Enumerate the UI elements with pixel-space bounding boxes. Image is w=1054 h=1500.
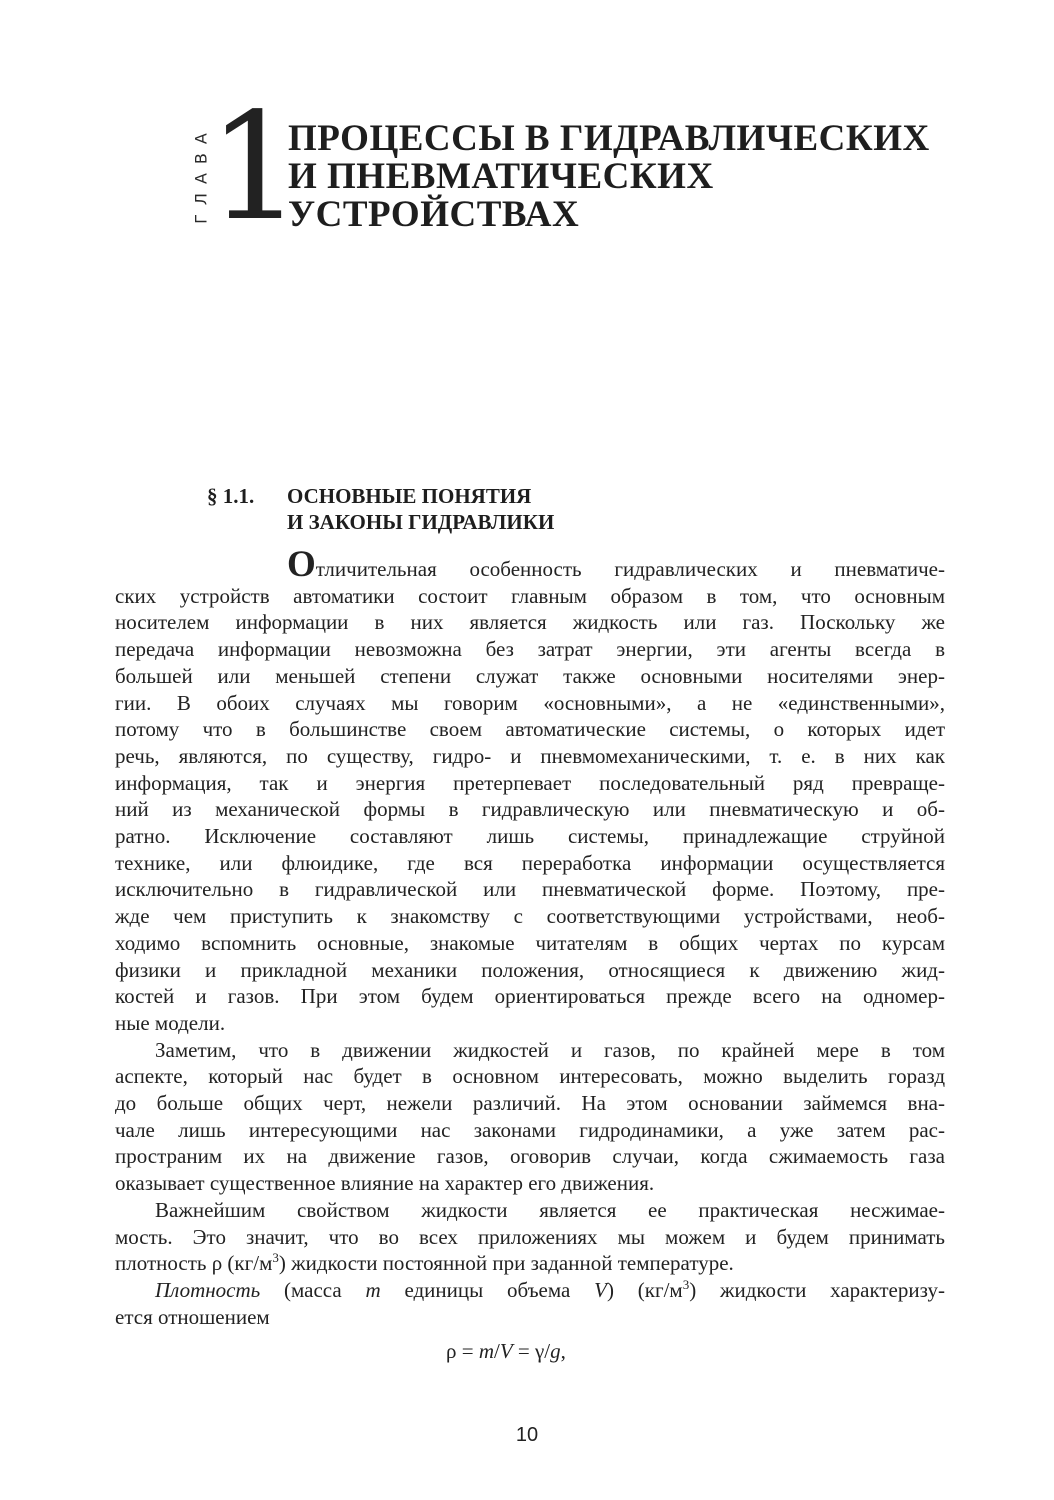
text-line: речь, являются, по существу, гидро- и пневмомеханическими, т. е. в них как (115, 743, 945, 768)
variable: V (499, 1339, 513, 1363)
chapter-title-line: И ПНЕВМАТИЧЕСКИХ (288, 156, 714, 197)
term: Плотность (155, 1277, 261, 1302)
section-heading (207, 483, 554, 535)
chapter-title-line: ПРОЦЕССЫ В ГИДРАВЛИЧЕСКИХ (288, 118, 930, 159)
text-fragment: ) жидкости постоянной при заданной температуре. (278, 1251, 734, 1276)
text-line: ходимо вспомнить основные, знакомые читателям в общих чертах по курсам (115, 930, 945, 955)
text-line: ется отношением (115, 1304, 270, 1329)
formula-part: ρ = (446, 1339, 479, 1363)
variable: m (365, 1277, 381, 1302)
text-line: до больше общих черт, нежели различий. На этом основании займемся вна- (115, 1091, 945, 1116)
text-line: чале лишь интересующими нас законами гидродинамики, а уже затем рас- (115, 1117, 945, 1142)
drop-cap: О (287, 544, 316, 585)
text-line: гии. В обоих случаях мы говорим «основными», а не «единственными», (115, 690, 945, 715)
text-line: информация, так и энергия претерпевает последовательный ряд превраще- (115, 770, 945, 795)
text-line: пространим их на движение газов, оговорив случаи, когда сжимаемость газа (115, 1144, 945, 1169)
text-line: ные модели. (115, 1010, 226, 1035)
section-number: § 1.1. (207, 484, 255, 508)
text-line: физики и прикладной механики положения, относящиеся к движению жид- (115, 957, 945, 982)
formula (446, 1339, 566, 1364)
section-title-text: ОСНОВНЫЕ ПОНЯТИЯ (287, 484, 532, 508)
superscript: 3 (272, 1250, 279, 1266)
text-fragment: тличительная особенность гидравлических и пневматиче- (315, 557, 945, 581)
superscript: 3 (682, 1276, 690, 1292)
text-line (115, 1277, 945, 1304)
text-line (115, 1250, 945, 1277)
variable: g (550, 1339, 561, 1363)
text-line: большей или меньшей степени служат также основными носителями энер- (115, 663, 945, 688)
formula-part: / (494, 1339, 500, 1363)
body-text (115, 544, 945, 1330)
text-line: оказывает существенное влияние на характер его движения. (115, 1171, 655, 1196)
chapter-label-text: ГЛАВА (191, 124, 211, 224)
section-title-line: И ЗАКОНЫ ГИДРАВЛИКИ (287, 510, 555, 534)
text-line (115, 544, 945, 585)
text-line: потому что в большинстве своем автоматические системы, о которых идет (115, 717, 945, 742)
chapter-heading (190, 81, 930, 253)
section-title-line (207, 483, 554, 509)
text-line: носителем информации в них является жидкость или газ. Поскольку же (115, 610, 945, 635)
text-line: аспекте, который нас будет в основном интересовать, можно выделить горазд (115, 1064, 945, 1089)
text-fragment: единицы объема (380, 1277, 595, 1302)
variable: V (594, 1277, 607, 1302)
text-fragment: плотность ρ (кг/м (115, 1251, 273, 1276)
text-line: Заметим, что в движении жидкостей и газов, по крайней мере в том (155, 1037, 945, 1062)
text-line: жде чем приступить к знакомству с соответствующими устройствами, необ- (115, 904, 945, 929)
page-number: 10 (515, 1424, 539, 1446)
formula-part: , (560, 1339, 566, 1363)
chapter-number: 1 (208, 81, 303, 253)
text-line: ний из механической формы в гидравлическую или пневматическую и об- (115, 797, 945, 822)
text-line: исключительно в гидравлической или пневматической форме. Поэтому, пре- (115, 877, 945, 902)
text-line: ских устройств автоматики состоит главным образом в том, что основным (115, 583, 945, 608)
variable: m (478, 1339, 494, 1363)
text-line: костей и газов. При этом будем ориентироваться прежде всего на одномер- (115, 984, 945, 1009)
text-line: мость. Это значит, что во всех приложениях мы можем и будем принимать (115, 1224, 945, 1249)
text-fragment: (масса (260, 1277, 366, 1302)
chapter-title (288, 120, 930, 234)
text-fragment: ) (кг/м (606, 1277, 683, 1302)
text-line: передача информации невозможна без затрат энергии, эти агенты всегда в (115, 637, 945, 662)
text-line: технике, или флюидике, где вся переработка информации осуществляется (115, 850, 945, 875)
text-line: ратно. Исключение составляют лишь системы, принадлежащие струйной (115, 824, 945, 849)
text-line: Важнейшим свойством жидкости является ее практическая несжимае- (155, 1197, 945, 1222)
text-fragment: ) жидкости характеризу- (689, 1277, 945, 1302)
formula-part: = γ/ (512, 1339, 551, 1363)
chapter-title-line: УСТРОЙСТВАХ (288, 194, 580, 235)
